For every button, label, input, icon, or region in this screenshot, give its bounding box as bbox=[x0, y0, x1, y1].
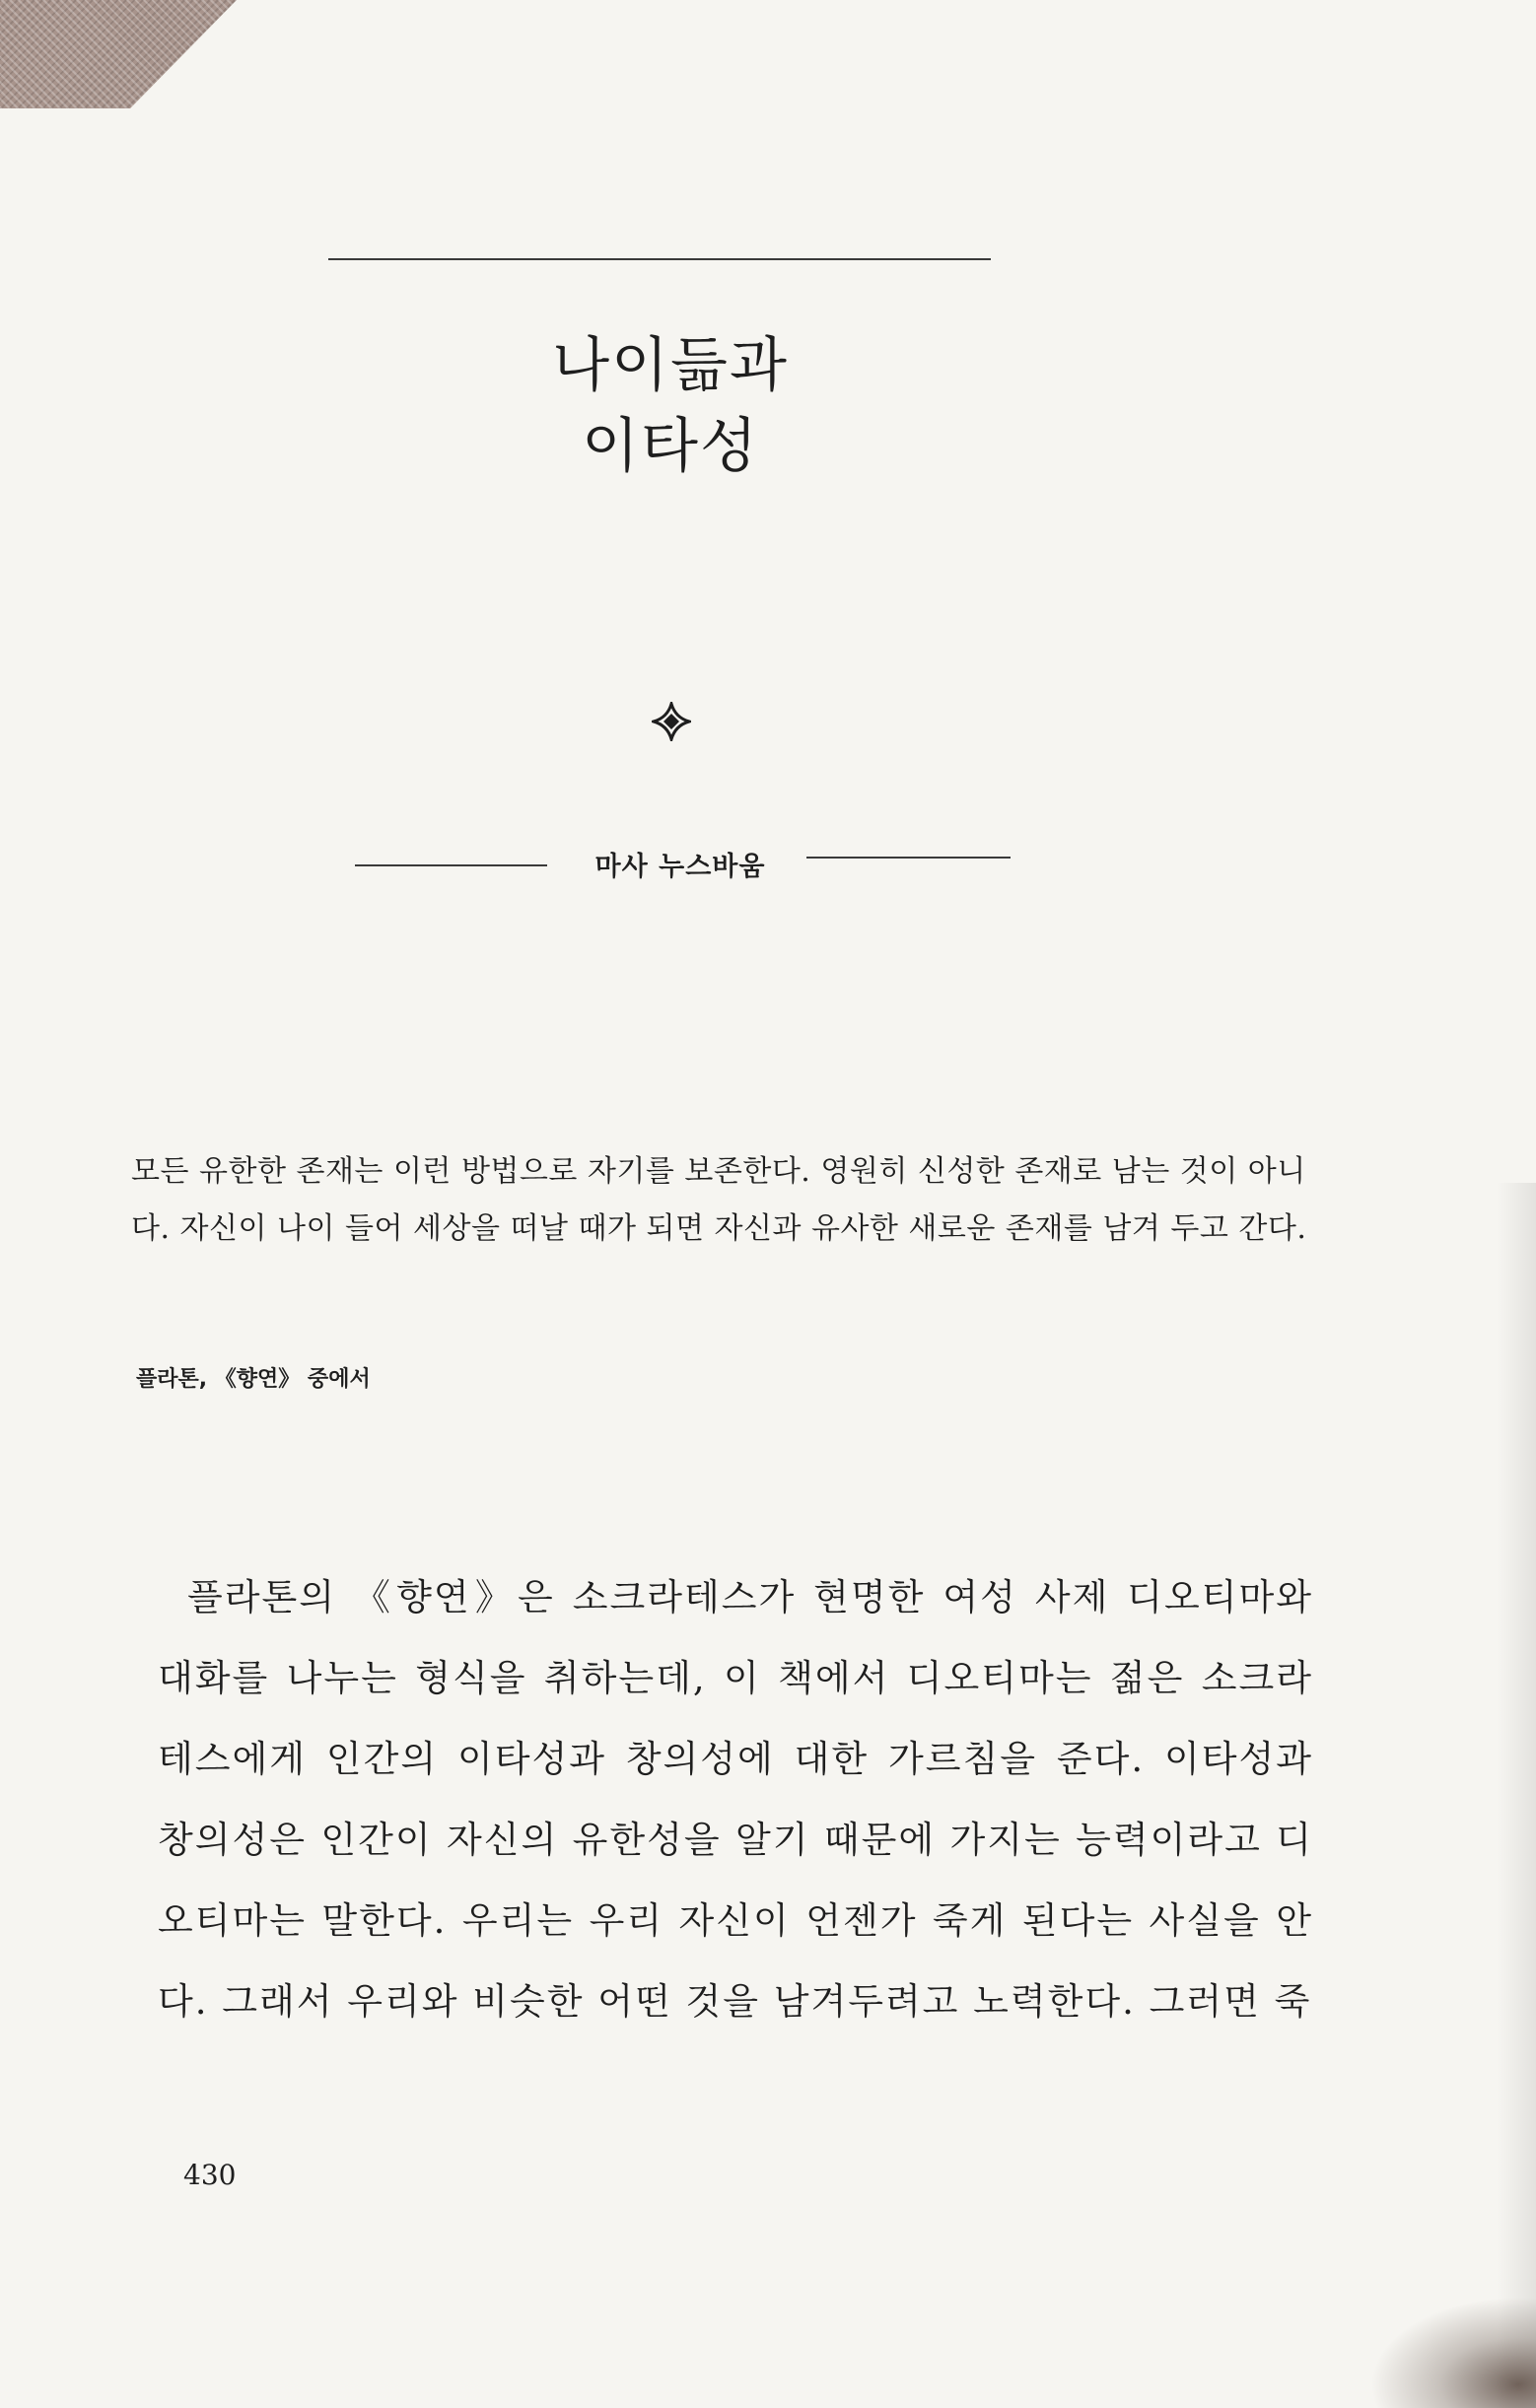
fabric-background bbox=[0, 0, 237, 108]
epigraph-source: 플라톤, 《향연》 중에서 bbox=[136, 1367, 371, 1392]
title-top-rule bbox=[328, 258, 991, 260]
page-number: 430 bbox=[183, 2159, 237, 2191]
author-name: 마사 누스바움 bbox=[594, 852, 766, 882]
chapter-title-line1: 나이듦과 bbox=[552, 331, 789, 400]
author-rule-right bbox=[806, 857, 1011, 859]
corner-stain bbox=[1359, 2290, 1536, 2408]
epigraph-text: 모든 유한한 존재는 이런 방법으로 자기를 보존한다. 영원히 신성한 존재로 남는 것이 아니다. 자신이 나이 들어 세상을 떠날 때가 되면 자신과 유사한 새로운 존재를 남겨 두고 간다. bbox=[131, 1154, 1307, 1246]
author-byline bbox=[355, 843, 1011, 882]
chapter-title-line2: 이타성 bbox=[582, 412, 759, 481]
author-rule-left bbox=[355, 864, 547, 866]
body-paragraph: 플라톤의 《향연》은 소크라테스가 현명한 여성 사제 디오티마와 대화를 나누는 형식을 취하는데, 이 책에서 디오티마는 젊은 소크라테스에게 인간의 이타성과 창의성에 대한 가르침을 준다. 이타성과 창의성은 인간이 자신의 유한성을 알기 때문에 가지는 능력이라고 디오티마는 말한다. 우리는 우리 자신이 언젠가 죽게 된다는 사실을 안다. 그래서 우리와 비슷한 어떤 것을 남겨두려고 노력한다. 그러면 죽 bbox=[158, 1576, 1313, 2023]
chapter-title bbox=[414, 325, 927, 487]
diamond-ornament-icon bbox=[652, 702, 691, 741]
page-edge-shadow bbox=[1497, 1183, 1536, 2408]
